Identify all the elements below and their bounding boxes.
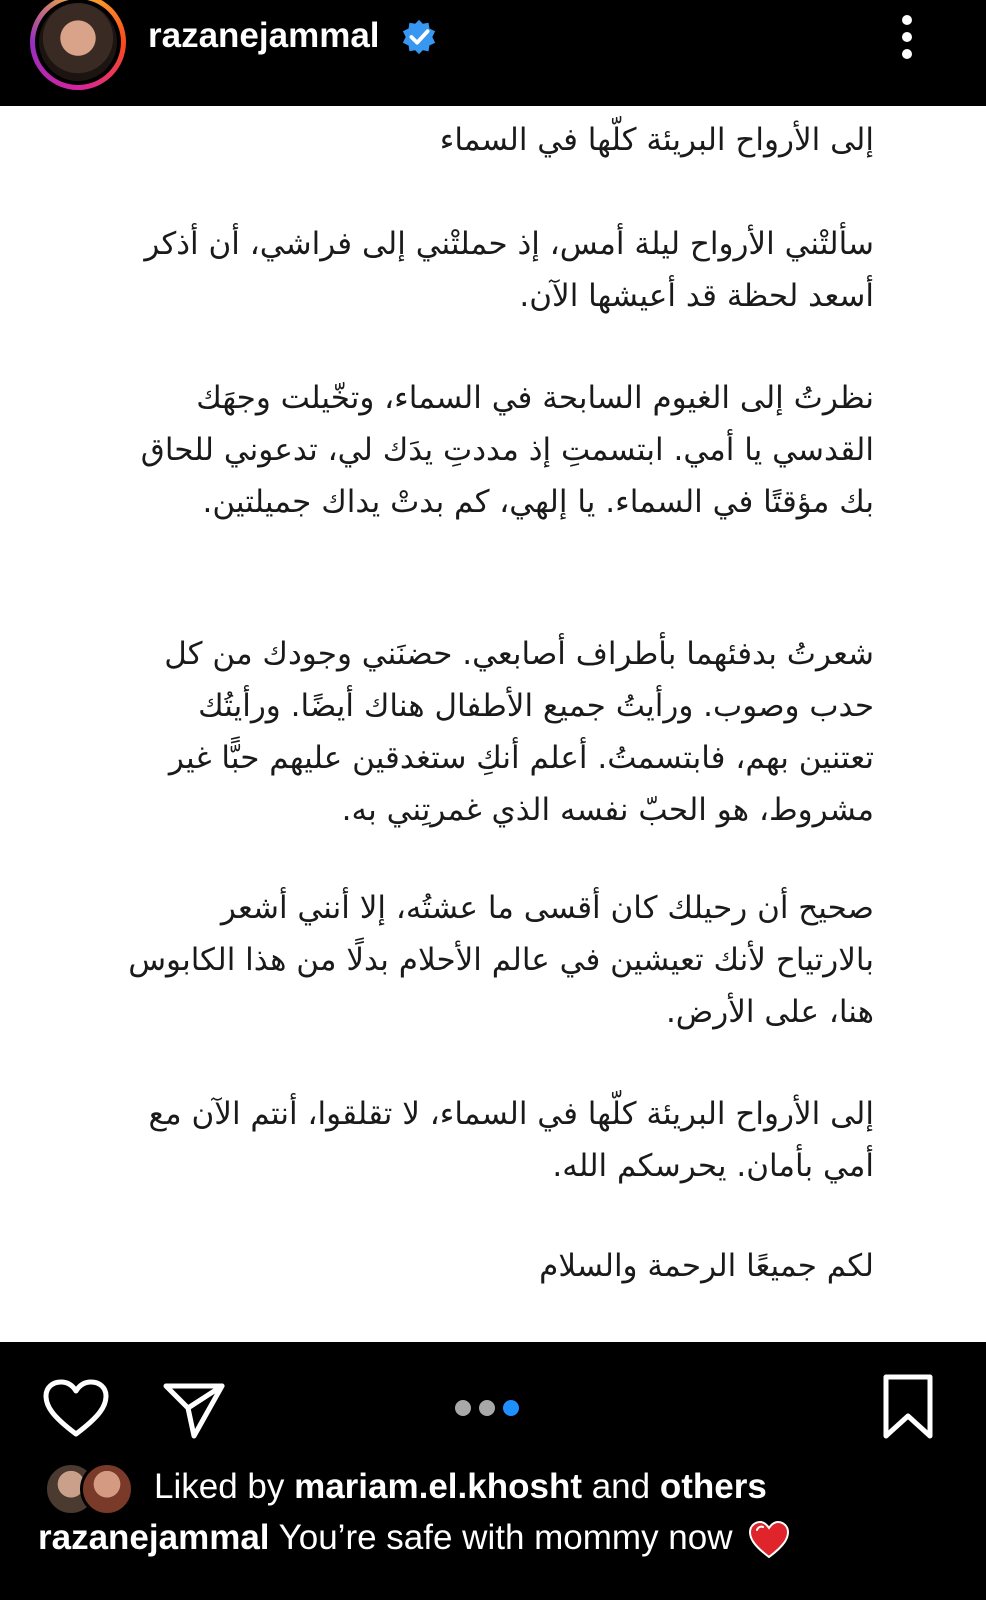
verified-badge-icon [400,18,438,56]
post-paragraph: لكم جميعًا الرحمة والسلام [539,1248,874,1284]
more-options-icon[interactable] [890,12,924,62]
caption-text: You’re safe with mommy now [269,1518,733,1557]
profile-username[interactable]: razanejammal [148,16,380,55]
liker-username[interactable]: mariam.el.khosht [294,1467,582,1506]
avatar-photo [39,3,117,81]
likes-middle: and [581,1467,660,1506]
likes-prefix: Liked by [154,1467,295,1506]
post-paragraph: إلى الأرواح البريئة كلّها في السماء، لا تقلقوا، أنتم الآن مع أمي بأمان. يحرسكم الله. [148,1096,874,1184]
post-image[interactable] [0,106,986,1342]
carousel-dot-active [503,1400,519,1416]
bookmark-icon[interactable] [880,1372,936,1442]
heart-icon[interactable] [42,1378,110,1440]
carousel-dot [455,1400,471,1416]
post-caption [38,1514,968,1574]
post-paragraph: شعرتُ بدفئهما بأطراف أصابعي. حضنَني وجودك من كل حدب وصوب. ورأيتُ جميع الأطفال هناك أيضًا. ورأيتُك تعتنين بهم، فابتسمتُ. أعلم أنكِ ستغدقين عليهم حبًّا غير مشروط، هو الحبّ نفسه الذي غمرتِني به. [164,636,874,828]
caption-username[interactable]: razanejammal [38,1518,270,1557]
post-header [0,0,986,106]
liker-avatar [80,1462,134,1516]
carousel-dot [479,1400,495,1416]
post-title: إلى الأرواح البريئة كلّها في السماء [439,122,874,158]
likes-row[interactable] [0,1452,986,1522]
red-heart-emoji-icon [748,1520,790,1560]
carousel-indicator [455,1400,535,1418]
send-icon[interactable] [160,1378,228,1442]
post-paragraph: سألتْني الأرواح ليلة أمس، إذ حملتْني إلى فراشي، أن أذكر أسعد لحظة قد أعيشها الآن. [144,226,874,314]
profile-avatar[interactable] [30,0,126,90]
likes-others[interactable]: others [659,1467,767,1506]
post-paragraph: نظرتُ إلى الغيوم السابحة في السماء، وتخّيلت وجهَك القدسي يا أمي. ابتسمتِ إذ مددتِ يدَك لي، تدعوني للحاق بك مؤقتًا في السماء. يا إلهي، كم بدتْ يداك جميلتين. [140,380,874,520]
post-actions-bar [0,1342,986,1452]
likes-text[interactable] [154,1464,767,1510]
post-paragraph: صحيح أن رحيلك كان أقسى ما عشتُه، إلا أنني أشعر بالارتياح لأنك تعيشين في عالم الأحلام بدلًا من هذا الكابوس هنا، على الأرض. [128,890,874,1030]
